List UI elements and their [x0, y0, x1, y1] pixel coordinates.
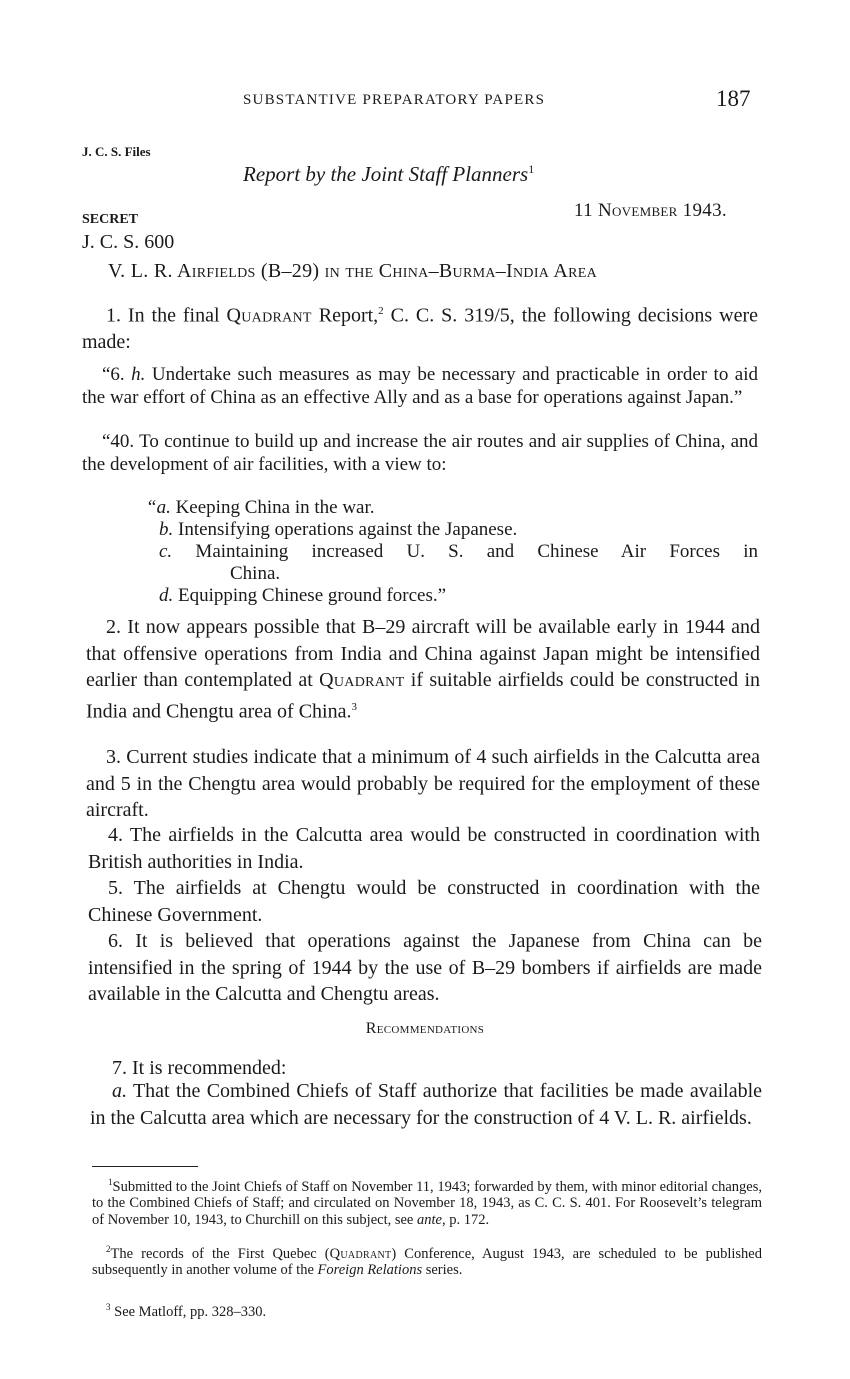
paragraph-2	[86, 614, 760, 725]
paragraph-3: 3. Current studies indicate that a minimum of 4 such airfields in the Calcutta area and 5 in the Chengtu area would probably be required for the employment of these aircraft.	[86, 746, 760, 821]
quote6-text: Undertake such measures as may be necessary and practicable in order to aid the war effort of China as an effective Ally and as a base for operations against Japan.”	[82, 364, 758, 408]
title-text: Report by the Joint Staff Planners	[243, 162, 529, 186]
item-b-label: b.	[159, 519, 174, 540]
quote6-prefix: “6.	[102, 364, 132, 385]
footnote-2-end: series.	[422, 1262, 463, 1279]
document-title	[243, 162, 534, 187]
footnote-3-num: 3	[106, 1302, 111, 1312]
footnote-2-quadrant: Quadrant	[329, 1245, 392, 1262]
item-a-label: “a.	[146, 497, 171, 518]
page-number: 187	[716, 86, 751, 111]
footnote-2	[92, 1241, 762, 1279]
para7a-text: That the Combined Chiefs of Staff authorize that facilities be made available in the Calcutta area which are necessary for the construction of 4 V. L. R. airfields.	[90, 1080, 762, 1129]
quote-decision-40: “40. To continue to build up and increase the air routes and air supplies of China, and the development of air facilities, with a view to:	[82, 431, 758, 475]
quote-decision-6	[82, 364, 758, 409]
list-item-d	[159, 585, 446, 607]
footnote-1-italic: ante	[417, 1211, 442, 1228]
para2-end: if suitable airfields could be constructed in India and Chengtu area of China.	[86, 669, 760, 723]
recommendations-heading: Recommendations	[365, 1020, 485, 1037]
paragraph-4: 4. The airfields in the Calcutta area would be constructed in coordination with British authorities in India.	[88, 824, 760, 873]
classification-label: SECRET	[82, 212, 139, 227]
para1-text: 1. In the final	[106, 304, 227, 327]
list-item-a	[146, 497, 375, 519]
para1-quadrant: Quadrant	[226, 304, 312, 327]
footnote-2-num: 2	[106, 1244, 111, 1254]
paragraph-7a	[90, 1078, 762, 1131]
running-header: SUBSTANTIVE PREPARATORY PAPERS	[243, 92, 546, 108]
para7a-letter: a.	[112, 1080, 127, 1102]
footnote-2-mid: ) Conference, August 1943, are scheduled to be published subsequently in another volume of the	[92, 1245, 762, 1279]
list-item-c-cont: China.	[230, 563, 281, 584]
source-label: J. C. S. Files	[82, 144, 151, 159]
paragraph-1	[82, 298, 758, 356]
item-d-text: Equipping Chinese ground forces.”	[178, 585, 447, 606]
para1-end: C. C. S. 319/5, the following decisions were made:	[82, 304, 759, 354]
para1-mid: Report,	[311, 304, 379, 327]
para2-quadrant: Quadrant	[319, 669, 405, 691]
footnote-3	[106, 1299, 762, 1320]
para2-text: 2. It now appears possible that B–29 aircraft will be available early in 1944 and that offensive operations from India and China against Japan might be intensified earlier than contemplated at	[86, 616, 760, 691]
footnote-3-text: See Matloff, pp. 328–330.	[114, 1303, 267, 1320]
item-a-text: Keeping China in the war.	[175, 497, 375, 518]
para2-footnote-ref: 3	[351, 700, 357, 713]
document-id: J. C. S. 600	[82, 231, 175, 253]
footnote-2-italic: Foreign Relations	[317, 1262, 423, 1279]
list-item-b	[159, 519, 517, 541]
item-d-label: d.	[159, 585, 174, 606]
document-date: 11 November 1943.	[574, 200, 727, 221]
title-footnote-ref: 1	[528, 162, 535, 176]
footnote-rule	[92, 1166, 198, 1167]
item-b-text: Intensifying operations against the Japanese.	[178, 519, 518, 540]
footnote-1	[92, 1174, 762, 1228]
item-c-text: Maintaining increased U. S. and Chinese Air Forces in	[195, 541, 758, 562]
paragraph-7: 7. It is recommended:	[112, 1057, 287, 1079]
paragraph-5: 5. The airfields at Chengtu would be constructed in coordination with the Chinese Government.	[88, 877, 760, 926]
list-item-c	[159, 541, 758, 563]
footnote-1-end: , p. 172.	[441, 1211, 490, 1228]
para1-footnote-ref: 2	[378, 305, 384, 317]
footnote-1-text: Submitted to the Joint Chiefs of Staff on November 11, 1943; forwarded by them, with minor editorial changes, to the Combined Chiefs of Staff; and circulated on November 18, 1943, as C. C. S. 401. For Roosevelt’s telegram of November 10, 1943, to Churchill on this subject, see	[92, 1178, 762, 1228]
footnote-2-text: The records of the First Quebec (	[110, 1245, 330, 1262]
footnote-1-num: 1	[108, 1177, 113, 1187]
subject-heading: V. L. R. Airfields (B–29) in the China–Burma–India Area	[108, 260, 598, 282]
item-c-label: c.	[159, 541, 173, 562]
paragraph-6: 6. It is believed that operations against the Japanese from China can be intensified in the spring of 1944 by the use of B–29 bombers if airfields are made available in the Calcutta and Chengtu areas.	[88, 930, 762, 1005]
quote6-letter: h.	[131, 364, 146, 385]
